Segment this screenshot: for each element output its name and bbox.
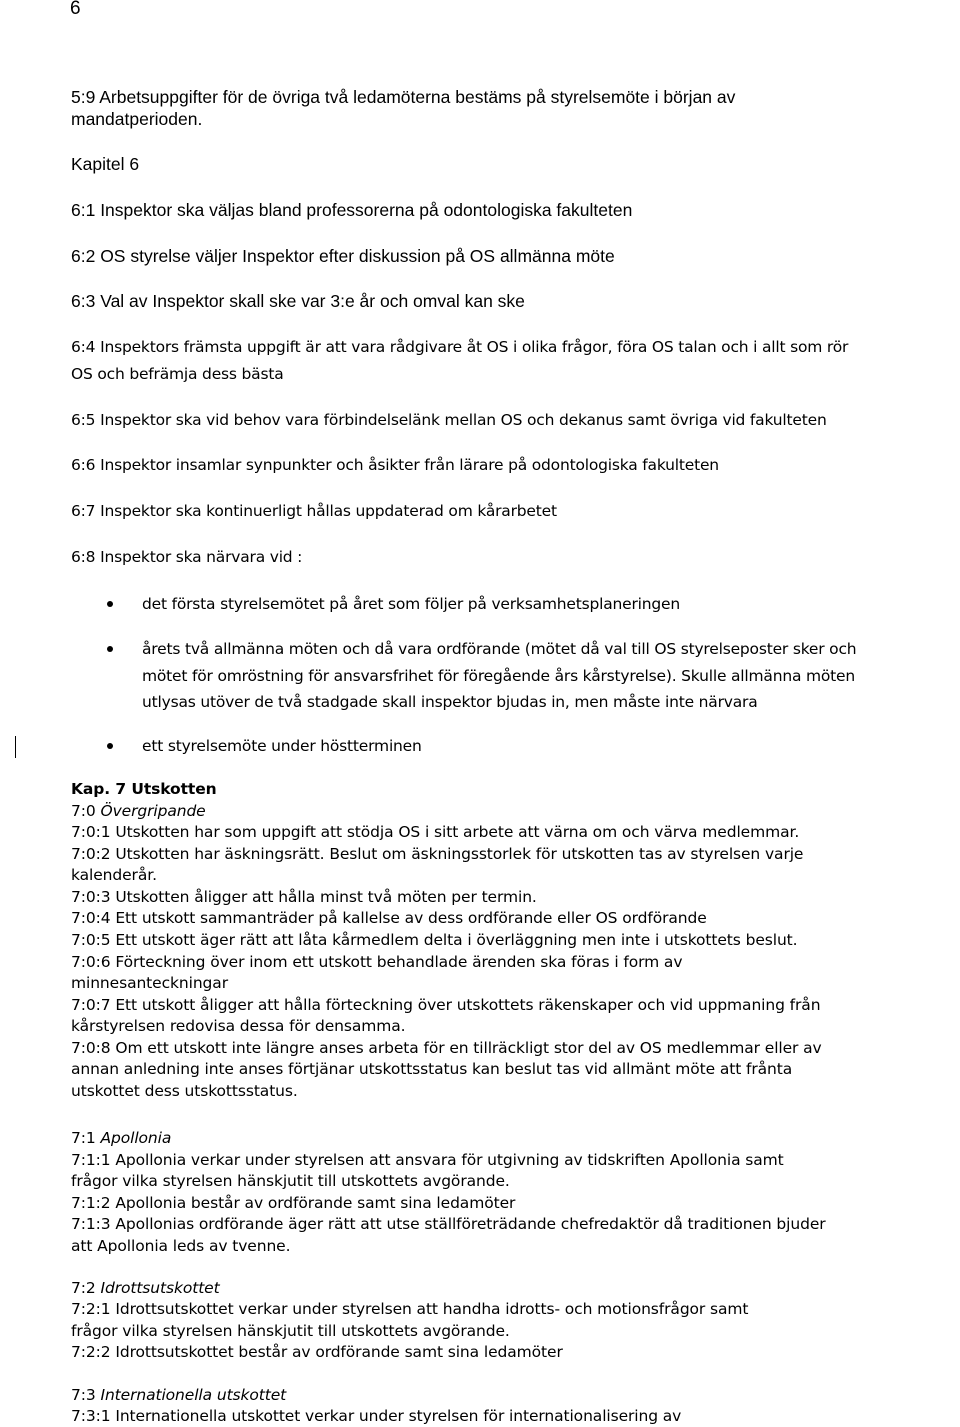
bullet-dot — [107, 743, 113, 749]
paragraph-6-5: 6:5 Inspektor ska vid behov vara förbindelselänk mellan OS och dekanus samt övriga vid fakulteten — [71, 411, 827, 429]
paragraph-7-0-8-line-2: annan anledning inte anses förtjänar utskottsstatus kan beslut tas vid allmänt möte att fråntа — [71, 1060, 793, 1078]
paragraph-7-0-8-line-3: utskottet dess utskottsstatus. — [71, 1082, 298, 1100]
paragraph-6-7: 6:7 Inspektor ska kontinuerligt hållas uppdaterad om kårarbetet — [71, 502, 557, 520]
chapter-7-title: Kap. 7 Utskotten — [71, 780, 217, 798]
paragraph-7-0-6-line-1: 7:0:6 Förteckning över inom ett utskott behandlade ärenden ska föras i form av — [71, 953, 683, 971]
paragraph-7-2-2: 7:2:2 Idrottsutskottet består av ordförande samt sina ledamöter — [71, 1343, 563, 1361]
paragraph-6-2: 6:2 OS styrelse väljer Inspektor efter diskussion på OS allmänna möte — [71, 246, 615, 266]
section-7-0-number: 7:0 — [71, 802, 101, 820]
bullet-dot — [107, 646, 113, 652]
section-7-2-heading — [71, 1277, 220, 1299]
paragraph-7-1-1-line-2: frågor vilka styrelsen hänskjutit till utskottets avgörande. — [71, 1172, 510, 1190]
section-7-3-heading — [71, 1384, 286, 1406]
paragraph-6-4-line-2: OS och befrämja dess bästa — [71, 365, 284, 383]
paragraph-7-0-4: 7:0:4 Ett utskott sammanträder på kallelse av dess ordförande eller OS ordförande — [71, 909, 707, 927]
section-7-1-heading — [71, 1127, 171, 1149]
bullet-dot — [107, 601, 113, 607]
paragraph-7-0-6-line-2: minnesanteckningar — [71, 974, 228, 992]
paragraph-5-9-line-1: 5:9 Arbetsuppgifter för de övriga två ledamöterna bestäms på styrelsemöte i början av — [71, 87, 736, 107]
paragraph-7-0-1: 7:0:1 Utskotten har som uppgift att stödja OS i sitt arbete att värna om och värva medlemmar. — [71, 823, 800, 841]
section-7-0-title: Övergripande — [100, 802, 206, 820]
paragraph-6-4-line-1: 6:4 Inspektors främsta uppgift är att vara rådgivare åt OS i olika frågor, föra OS talan och i allt som rör — [71, 338, 849, 356]
section-7-2-number: 7:2 — [71, 1279, 101, 1297]
paragraph-7-1-3-line-2: att Apollonia leds av tvenne. — [71, 1237, 291, 1255]
paragraph-5-9-line-2: mandatperioden. — [71, 109, 203, 129]
bullet-item-2-line-3: utlysas utöver de två stadgade skall inspektor bjudas in, men måste inte närvara — [142, 693, 758, 711]
paragraph-7-1-2: 7:1:2 Apollonia består av ordförande samt sina ledamöter — [71, 1194, 516, 1212]
section-7-0-heading — [71, 800, 206, 822]
section-7-3-title: Internationella utskottet — [100, 1386, 287, 1404]
paragraph-7-1-3-line-1: 7:1:3 Apollonias ordförande äger rätt att utse ställföreträdande chefredaktör då traditionen bjuder — [71, 1215, 826, 1233]
paragraph-7-2-1-line-1: 7:2:1 Idrottsutskottet verkar under styrelsen att handha idrotts- och motionsfrågor samt — [71, 1300, 749, 1318]
text-cursor — [15, 736, 16, 758]
section-7-1-title: Apollonia — [100, 1129, 172, 1147]
paragraph-7-2-1-line-2: frågor vilka styrelsen hänskjutit till utskottets avgörande. — [71, 1322, 510, 1340]
paragraph-7-0-2-line-1: 7:0:2 Utskotten har äskningsrätt. Beslut om äskningsstorlek för utskotten tas av styrelsen varje — [71, 845, 804, 863]
paragraph-7-0-8-line-1: 7:0:8 Om ett utskott inte längre anses arbeta för en tillräckligt stor del av OS medlemmar eller av — [71, 1039, 822, 1057]
paragraph-7-0-7-line-1: 7:0:7 Ett utskott åligger att hålla förteckning över utskottets räkenskaper och vid uppmaning från — [71, 996, 821, 1014]
page-number: 6 — [70, 0, 81, 19]
paragraph-7-0-2-line-2: kalenderår. — [71, 866, 157, 884]
bullet-item-3: ett styrelsemöte under höstterminen — [142, 737, 422, 755]
paragraph-6-3: 6:3 Val av Inspektor skall ske var 3:e år och omval kan ske — [71, 291, 525, 311]
bullet-item-1: det första styrelsemötet på året som följer på verksamhetsplaneringen — [142, 595, 681, 613]
section-7-3-number: 7:3 — [71, 1386, 101, 1404]
bullet-item-2-line-1: årets två allmänna möten och då vara ordförande (mötet då val till OS styrelseposter sker och — [142, 640, 857, 658]
paragraph-7-0-7-line-2: kårstyrelsen redovisa dessa för densamma. — [71, 1017, 406, 1035]
paragraph-7-3-1: 7:3:1 Internationella utskottet verkar under styrelsen för internationalisering av — [71, 1407, 682, 1425]
paragraph-6-6: 6:6 Inspektor insamlar synpunkter och åsikter från lärare på odontologiska fakulteten — [71, 456, 719, 474]
section-7-1-number: 7:1 — [71, 1129, 101, 1147]
section-7-2-title: Idrottsutskottet — [100, 1279, 220, 1297]
paragraph-6-8: 6:8 Inspektor ska närvara vid : — [71, 548, 303, 566]
chapter-6-title: Kapitel 6 — [71, 154, 140, 174]
bullet-item-2-line-2: mötet för omröstning för ansvarsfrihet för föregående års kårstyrelse). Skulle allmänna möten — [142, 667, 856, 685]
paragraph-7-1-1-line-1: 7:1:1 Apollonia verkar under styrelsen att ansvara för utgivning av tidskriften Apollonia samt — [71, 1151, 784, 1169]
paragraph-7-0-5: 7:0:5 Ett utskott äger rätt att låta kårmedlem delta i överläggning men inte i utskottets beslut. — [71, 931, 798, 949]
paragraph-7-0-3: 7:0:3 Utskotten åligger att hålla minst två möten per termin. — [71, 888, 537, 906]
paragraph-6-1: 6:1 Inspektor ska väljas bland professorerna på odontologiska fakulteten — [71, 200, 633, 220]
